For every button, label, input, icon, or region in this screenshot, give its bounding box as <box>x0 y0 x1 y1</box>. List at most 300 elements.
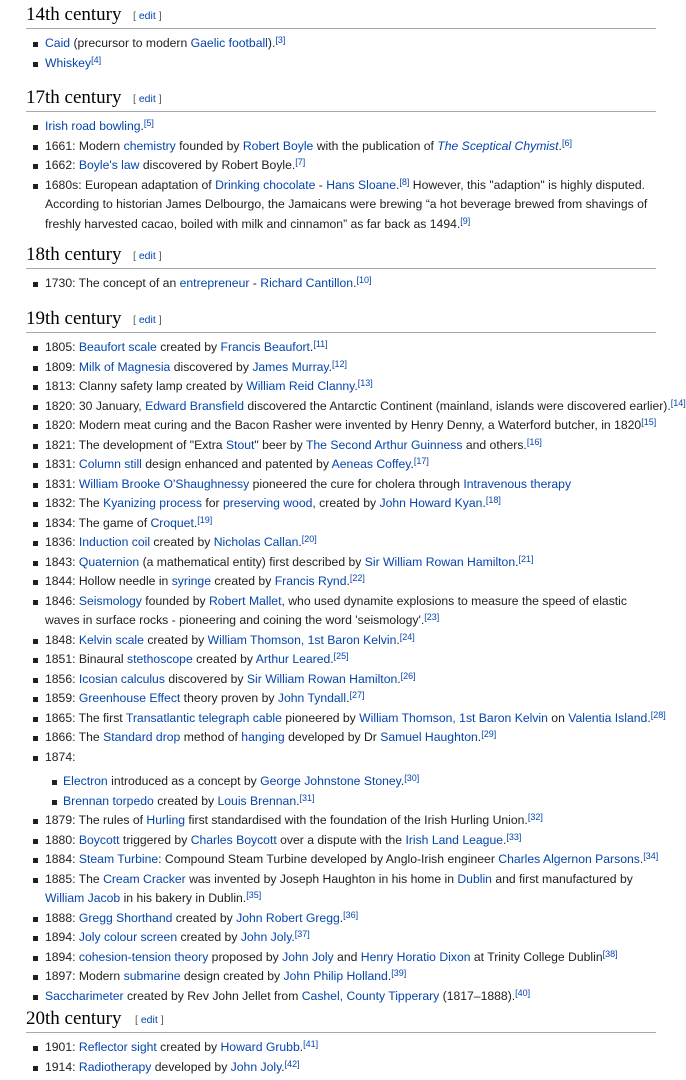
citation[interactable] <box>643 851 658 861</box>
citation[interactable] <box>300 793 315 803</box>
item-text: 1680s: European adaptation of <box>45 177 216 192</box>
citation-link[interactable]: [24] <box>399 631 415 642</box>
item-text: 1836: <box>45 535 79 549</box>
list-item <box>26 592 656 631</box>
edit-link-wrapper: [ edit ] <box>133 10 162 22</box>
item-link[interactable]: Robert Mallet <box>208 593 282 608</box>
citation-link[interactable]: [37] <box>294 929 310 939</box>
sub-list <box>45 772 656 811</box>
citation[interactable] <box>144 118 154 128</box>
item-link[interactable]: Saccharimeter <box>45 988 124 1003</box>
citation[interactable] <box>515 988 530 998</box>
item-link[interactable]: Boyle's law <box>78 158 140 172</box>
section-heading <box>26 0 656 29</box>
item-link[interactable]: Boycott <box>78 832 120 847</box>
item-text: . <box>193 515 198 530</box>
item-text: 1851: Binaural <box>45 652 127 666</box>
item-text: ). <box>267 36 276 50</box>
item-text: . <box>503 832 507 847</box>
item-link[interactable]: Aeneas Coffey <box>331 457 411 471</box>
item-text: . <box>328 359 332 374</box>
list-item <box>26 709 666 729</box>
item-text: . <box>140 119 144 133</box>
item-link[interactable]: Intravenous therapy <box>463 476 572 491</box>
citation-link[interactable]: [22] <box>349 573 365 583</box>
item-text: pioneered by <box>281 710 360 725</box>
citation[interactable] <box>295 929 310 939</box>
section-title: 17th century <box>26 87 122 108</box>
item-text: (1817–1888). <box>439 988 516 1003</box>
item-text: pioneered the cure for cholera through <box>249 476 464 491</box>
citation[interactable] <box>414 456 429 466</box>
list-item <box>26 137 656 157</box>
citation[interactable] <box>91 55 101 65</box>
item-link[interactable]: Charles Boycott <box>190 832 277 847</box>
citation-link[interactable]: [18] <box>485 495 501 505</box>
item-text: founded by <box>175 138 243 153</box>
section-14th-century <box>26 0 656 73</box>
section-title: 19th century <box>26 308 122 329</box>
item-text: method of <box>180 730 242 744</box>
citation-link[interactable]: [41] <box>303 1039 319 1049</box>
item-text: 1661: Modern <box>45 138 124 153</box>
edit-link-wrapper: [ edit ] <box>133 250 162 262</box>
item-link[interactable]: cohesion-tension theory <box>78 949 209 964</box>
item-link[interactable]: Kelvin scale <box>78 632 144 647</box>
item-text: 1820: 30 January, <box>45 398 146 413</box>
citation[interactable] <box>275 35 285 45</box>
item-text: 1901: <box>45 1040 79 1054</box>
citation-link[interactable]: [26] <box>400 670 416 681</box>
item-link[interactable]: Seismology <box>78 593 142 608</box>
item-text: at Trinity College Dublin <box>470 949 603 964</box>
item-text: 1820: Modern meat curing and the Bacon Rasher were invented by Henry Denny, a Waterford butcher, in 1820 <box>45 418 642 432</box>
citation-link[interactable]: [25] <box>333 651 349 661</box>
item-link[interactable]: John Joly <box>230 1059 282 1074</box>
item-link[interactable]: Charles Algernon Parsons <box>498 852 640 866</box>
item-text: 1866: The <box>45 730 104 744</box>
item-link[interactable]: Henry Horatio Dixon <box>360 949 471 964</box>
citation-link[interactable]: [28] <box>650 709 666 720</box>
item-text: . <box>558 138 562 153</box>
item-text: created by <box>156 1040 221 1054</box>
item-link[interactable]: Joly colour screen <box>78 930 178 944</box>
edit-link[interactable]: edit <box>138 314 156 326</box>
item-link[interactable]: Brennan torpedo <box>63 793 154 808</box>
item-link[interactable]: Dublin <box>457 871 492 886</box>
item-link[interactable]: Induction coil <box>78 535 151 549</box>
citation-link[interactable]: [11] <box>313 339 328 349</box>
citation[interactable] <box>358 378 373 388</box>
citation-link[interactable]: [7] <box>295 157 306 167</box>
item-link[interactable]: Milk of Magnesia <box>78 359 171 374</box>
item-list <box>26 34 656 73</box>
item-text: design enhanced and patented by <box>141 457 332 471</box>
item-text: 1831: <box>45 476 79 491</box>
sub-list-item <box>45 792 656 812</box>
citation-link[interactable]: [38] <box>602 948 618 959</box>
item-text: 1859: <box>45 691 79 705</box>
section-heading <box>26 304 656 333</box>
item-text: 1897: Modern <box>45 969 124 983</box>
item-text: on <box>547 710 569 725</box>
item-text: 1856: <box>45 671 79 686</box>
citation[interactable] <box>404 773 419 783</box>
item-text: , created by <box>312 496 380 510</box>
item-text: 1874: <box>45 749 76 764</box>
item-link[interactable]: Whiskey <box>45 55 92 70</box>
item-text: theory proven by <box>180 691 278 705</box>
item-text: 1821: The development of "Extra <box>45 437 226 452</box>
citation[interactable] <box>519 554 534 564</box>
citation[interactable] <box>246 890 261 900</box>
citation-link[interactable]: [20] <box>301 534 317 544</box>
citation[interactable] <box>651 710 666 720</box>
item-link[interactable]: Cream Cracker <box>103 871 186 886</box>
edit-link-wrapper: [ edit ] <box>135 1014 164 1026</box>
item-link[interactable]: The Second Arthur Guinness <box>305 437 463 452</box>
item-text: 1813: Clanny safety lamp created by <box>45 379 247 393</box>
edit-link[interactable]: edit <box>138 10 156 22</box>
item-link[interactable]: Louis Brennan <box>217 793 297 808</box>
item-link[interactable]: John Tyndall <box>277 691 347 705</box>
citation-link[interactable]: [23] <box>424 612 440 622</box>
citation-link[interactable]: [8] <box>399 176 410 187</box>
citation-link[interactable]: [3] <box>275 35 286 45</box>
list-item <box>26 1058 656 1078</box>
list-item <box>26 928 656 948</box>
citation[interactable] <box>285 1059 300 1069</box>
item-link[interactable]: Hans Sloane <box>326 177 396 192</box>
section-title: 14th century <box>26 4 122 25</box>
list-item <box>26 274 656 294</box>
citation-link[interactable]: [33] <box>506 831 522 842</box>
citation-link[interactable]: [15] <box>641 417 657 427</box>
item-list <box>26 1038 656 1077</box>
list-item <box>26 377 656 397</box>
citation[interactable] <box>350 573 365 583</box>
item-text: first standardised with the foundation of the Irish Hurling Union. <box>185 813 528 827</box>
list-item <box>26 728 656 748</box>
item-link[interactable]: preserving wood <box>222 496 313 510</box>
item-link[interactable]: Gregg Shorthand <box>78 910 173 925</box>
item-link[interactable]: William Jacob <box>45 891 121 905</box>
citation[interactable] <box>303 1039 318 1049</box>
item-text: 1888: <box>45 910 79 925</box>
citation-link[interactable]: [31] <box>299 792 315 803</box>
item-text: . <box>346 574 350 588</box>
item-link[interactable]: William Thomson, 1st Baron Kelvin <box>207 632 397 647</box>
item-link[interactable]: chemistry <box>123 138 176 153</box>
item-link[interactable]: Howard Grubb <box>220 1040 300 1054</box>
list-item <box>26 811 656 831</box>
item-link[interactable]: John Joly <box>282 949 334 964</box>
item-text: founded by <box>141 593 209 608</box>
item-text: . <box>299 1040 304 1054</box>
item-text: with the publication of <box>313 138 438 153</box>
item-link[interactable]: Drinking chocolate <box>215 177 316 192</box>
citation[interactable] <box>332 359 347 369</box>
citation-link[interactable]: [35] <box>246 890 262 900</box>
item-text: 1834: The game of <box>45 515 151 530</box>
citation-link[interactable]: [14] <box>670 397 686 408</box>
citation[interactable] <box>424 612 439 622</box>
item-link[interactable]: Greenhouse Effect <box>78 691 181 705</box>
item-text: created by <box>143 632 208 647</box>
item-text: and <box>333 949 361 964</box>
item-link[interactable]: Standard drop <box>103 730 181 744</box>
citation-link[interactable]: [17] <box>413 456 429 466</box>
citation-link[interactable]: [36] <box>343 909 359 920</box>
citation[interactable] <box>671 398 686 408</box>
citation-link[interactable]: [5] <box>143 118 154 128</box>
citation[interactable] <box>197 515 212 525</box>
citation-link[interactable]: [27] <box>349 690 365 700</box>
citation-link[interactable]: [42] <box>284 1058 300 1069</box>
item-link[interactable]: George Johnstone Stoney <box>260 774 401 788</box>
item-text: and first manufactured by <box>491 871 633 886</box>
item-link[interactable]: Caid <box>45 36 71 50</box>
section-title: 20th century <box>26 1008 122 1029</box>
citation[interactable] <box>295 157 305 167</box>
citation[interactable] <box>603 949 618 959</box>
citation-link[interactable]: [13] <box>357 378 373 388</box>
item-text: . <box>515 554 519 569</box>
item-text: and others. <box>462 437 527 452</box>
item-text: created by <box>192 652 256 666</box>
item-link[interactable]: Kyanizing process <box>103 496 202 510</box>
item-list <box>26 338 686 1006</box>
item-link[interactable]: Quaternion <box>78 554 140 569</box>
section-19th-century <box>26 304 686 1006</box>
item-text: . <box>477 730 482 744</box>
item-link[interactable]: Sir William Rowan Hamilton <box>246 671 398 686</box>
citation[interactable] <box>399 177 409 187</box>
item-link[interactable]: Hurling <box>146 813 186 827</box>
item-link[interactable]: James Murray <box>252 359 329 374</box>
item-text: . <box>387 969 392 983</box>
item-text: discovered the Antarctic Continent (mainland, islands were discovered earlier). <box>243 398 671 413</box>
citation[interactable] <box>401 671 416 681</box>
list-item <box>26 358 656 378</box>
item-link[interactable]: Nicholas Callan <box>213 535 299 549</box>
item-text: developed by <box>151 1059 231 1074</box>
section-heading <box>26 83 656 112</box>
item-list <box>26 117 656 234</box>
item-text: created by <box>156 340 221 354</box>
item-link[interactable]: John Robert Gregg <box>236 910 340 925</box>
item-text: 1848: <box>45 632 79 647</box>
item-text: discovered by <box>164 671 247 686</box>
list-item <box>26 54 656 74</box>
citation-link[interactable]: [10] <box>356 275 372 285</box>
item-link[interactable]: Stout <box>225 437 255 452</box>
item-link[interactable]: Sir William Rowan Hamilton <box>364 554 516 569</box>
item-link[interactable]: Icosian calculus <box>78 671 165 686</box>
citation-link[interactable]: [19] <box>197 514 213 525</box>
citation-link[interactable]: [39] <box>391 968 407 978</box>
item-text: . <box>482 496 486 510</box>
citation[interactable] <box>400 632 415 642</box>
item-text: 1884: <box>45 852 79 866</box>
item-link[interactable]: William Brooke O'Shaughnessy <box>78 476 250 491</box>
citation-link[interactable]: [12] <box>332 358 348 369</box>
citation-link[interactable]: [9] <box>460 215 471 226</box>
item-text: created by <box>153 793 218 808</box>
list-item <box>26 850 659 870</box>
list-item <box>26 650 656 670</box>
list-item <box>26 494 656 514</box>
citation[interactable] <box>343 910 358 920</box>
item-link[interactable]: Edward Bransfield <box>145 398 244 413</box>
edit-link[interactable]: edit <box>138 250 156 262</box>
item-text: . <box>339 910 344 925</box>
item-text: created by <box>211 574 275 588</box>
item-text: 1865: The first <box>45 710 126 725</box>
item-link[interactable]: John Joly <box>240 930 292 944</box>
item-link[interactable]: Robert Boyle <box>242 138 314 153</box>
item-link[interactable]: Francis Rynd <box>274 574 347 588</box>
item-link[interactable]: Croquet <box>150 515 194 530</box>
item-text: . <box>410 457 414 471</box>
item-link[interactable]: William Reid Clanny <box>246 379 355 393</box>
item-text: . <box>354 379 358 393</box>
citation-link[interactable]: [34] <box>643 851 659 861</box>
item-link[interactable]: submarine <box>123 969 181 983</box>
list-item <box>26 670 656 690</box>
item-link[interactable]: Arthur Leared <box>255 652 331 666</box>
item-text: , who used dynamite explosions to measure the speed of elastic waves in surface rocks - pioneering and coining the word 'seismology'. <box>45 593 627 627</box>
item-link[interactable]: Irish road bowling <box>45 119 141 133</box>
item-text: . <box>647 710 651 725</box>
item-text: design created by <box>180 969 284 983</box>
item-text: for <box>201 496 223 510</box>
citation-link[interactable]: [32] <box>527 812 543 822</box>
item-text: . <box>330 652 334 666</box>
edit-link[interactable]: edit <box>140 1014 158 1026</box>
item-text: " beer by <box>254 437 306 452</box>
item-text: 1914: <box>45 1059 79 1074</box>
list-item <box>26 156 656 176</box>
item-link[interactable]: Cashel, County Tipperary <box>301 988 440 1003</box>
list-item <box>26 397 686 417</box>
item-text: . <box>397 671 401 686</box>
item-text: triggered by <box>119 832 191 847</box>
citation[interactable] <box>641 417 656 427</box>
item-text: . <box>298 535 302 549</box>
item-text: in his bakery in Dublin. <box>120 891 247 905</box>
item-text: . <box>281 1059 285 1074</box>
list-item <box>26 436 656 456</box>
item-text: 1843: <box>45 554 79 569</box>
citation-link[interactable]: [16] <box>526 436 542 447</box>
item-link[interactable]: Reflector sight <box>78 1040 157 1054</box>
section-heading <box>26 1004 656 1033</box>
item-text: 1832: The <box>45 496 104 510</box>
item-text: - <box>249 276 261 290</box>
item-link[interactable]: William Thomson, 1st Baron Kelvin <box>359 710 548 725</box>
item-text: 1879: The rules of <box>45 813 147 827</box>
item-link[interactable]: Electron <box>63 774 108 788</box>
item-text: created by <box>150 535 214 549</box>
item-link[interactable]: Valentia Island <box>568 710 648 725</box>
citation-link[interactable]: [40] <box>515 987 531 998</box>
item-text: . <box>396 177 400 192</box>
citation[interactable] <box>527 437 542 447</box>
list-item <box>26 455 656 475</box>
citation[interactable] <box>506 832 521 842</box>
item-link[interactable]: entrepreneur <box>179 276 250 290</box>
item-text: However, this "adaption" is highly disputed. According to historian James Delbourgo, the Jamaicans were brewing “a hot beverage brewed from shavings of freshly harvested cacao, boiled with milk and cinnamon” as far back as 1494. <box>45 177 648 231</box>
list-item <box>26 176 656 235</box>
citation[interactable] <box>313 339 327 349</box>
item-link[interactable]: syringe <box>171 574 211 588</box>
citation[interactable] <box>460 216 470 226</box>
item-text: discovered by <box>170 359 253 374</box>
item-text: . <box>296 793 300 808</box>
citation[interactable] <box>528 812 543 822</box>
item-text: was invented by Joseph Haughton in his home in <box>185 871 458 886</box>
item-text: 1805: <box>45 340 79 354</box>
citation[interactable] <box>391 968 406 978</box>
citation-link[interactable]: [29] <box>481 729 497 739</box>
item-link[interactable]: Francis Beaufort <box>220 340 310 354</box>
item-link[interactable]: Steam Turbine <box>78 852 159 866</box>
edit-link-wrapper: [ edit ] <box>133 93 162 105</box>
item-text: 1844: Hollow needle in <box>45 574 172 588</box>
item-link[interactable]: Radiotherapy <box>78 1059 152 1074</box>
edit-link-wrapper: [ edit ] <box>133 314 162 326</box>
list-item <box>26 514 656 534</box>
citation[interactable] <box>334 651 349 661</box>
book-title: The Sceptical Chymist <box>437 138 559 153</box>
item-link[interactable]: John Howard Kyan <box>379 496 483 510</box>
citation[interactable] <box>356 275 371 285</box>
list-item <box>26 689 656 709</box>
item-link[interactable]: John Philip Holland <box>283 969 388 983</box>
citation-link[interactable]: [6] <box>561 137 572 148</box>
item-text: over a dispute with the <box>276 832 406 847</box>
list-item <box>26 1038 656 1058</box>
edit-link[interactable]: edit <box>138 93 156 105</box>
item-text: developed by Dr <box>284 730 381 744</box>
item-link[interactable]: Column still <box>78 457 142 471</box>
item-link[interactable]: hanging <box>241 730 285 744</box>
item-link[interactable] <box>437 139 558 153</box>
item-text: discovered by Robert Boyle. <box>139 158 296 172</box>
item-link[interactable]: Transatlantic telegraph cable <box>125 710 282 725</box>
item-link[interactable]: Samuel Haughton <box>380 730 478 744</box>
citation[interactable] <box>562 138 572 148</box>
section-18th-century <box>26 240 656 294</box>
citation-link[interactable]: [21] <box>518 553 534 564</box>
citation-link[interactable]: [4] <box>91 54 102 65</box>
item-link[interactable]: Beaufort scale <box>78 340 157 354</box>
item-link[interactable]: Richard Cantillon <box>260 276 354 290</box>
citation[interactable] <box>349 690 364 700</box>
item-link[interactable]: Gaelic football <box>190 36 268 50</box>
citation[interactable] <box>486 495 501 505</box>
item-text: 1894: <box>45 930 79 944</box>
item-link[interactable]: Irish Land League <box>405 832 504 847</box>
item-text: 1662: <box>45 158 79 172</box>
item-text: proposed by <box>208 949 283 964</box>
citation-link[interactable]: [30] <box>404 773 420 783</box>
citation[interactable] <box>481 729 496 739</box>
citation[interactable] <box>302 534 317 544</box>
item-link[interactable]: stethoscope <box>127 652 193 666</box>
item-text: . <box>309 340 314 354</box>
